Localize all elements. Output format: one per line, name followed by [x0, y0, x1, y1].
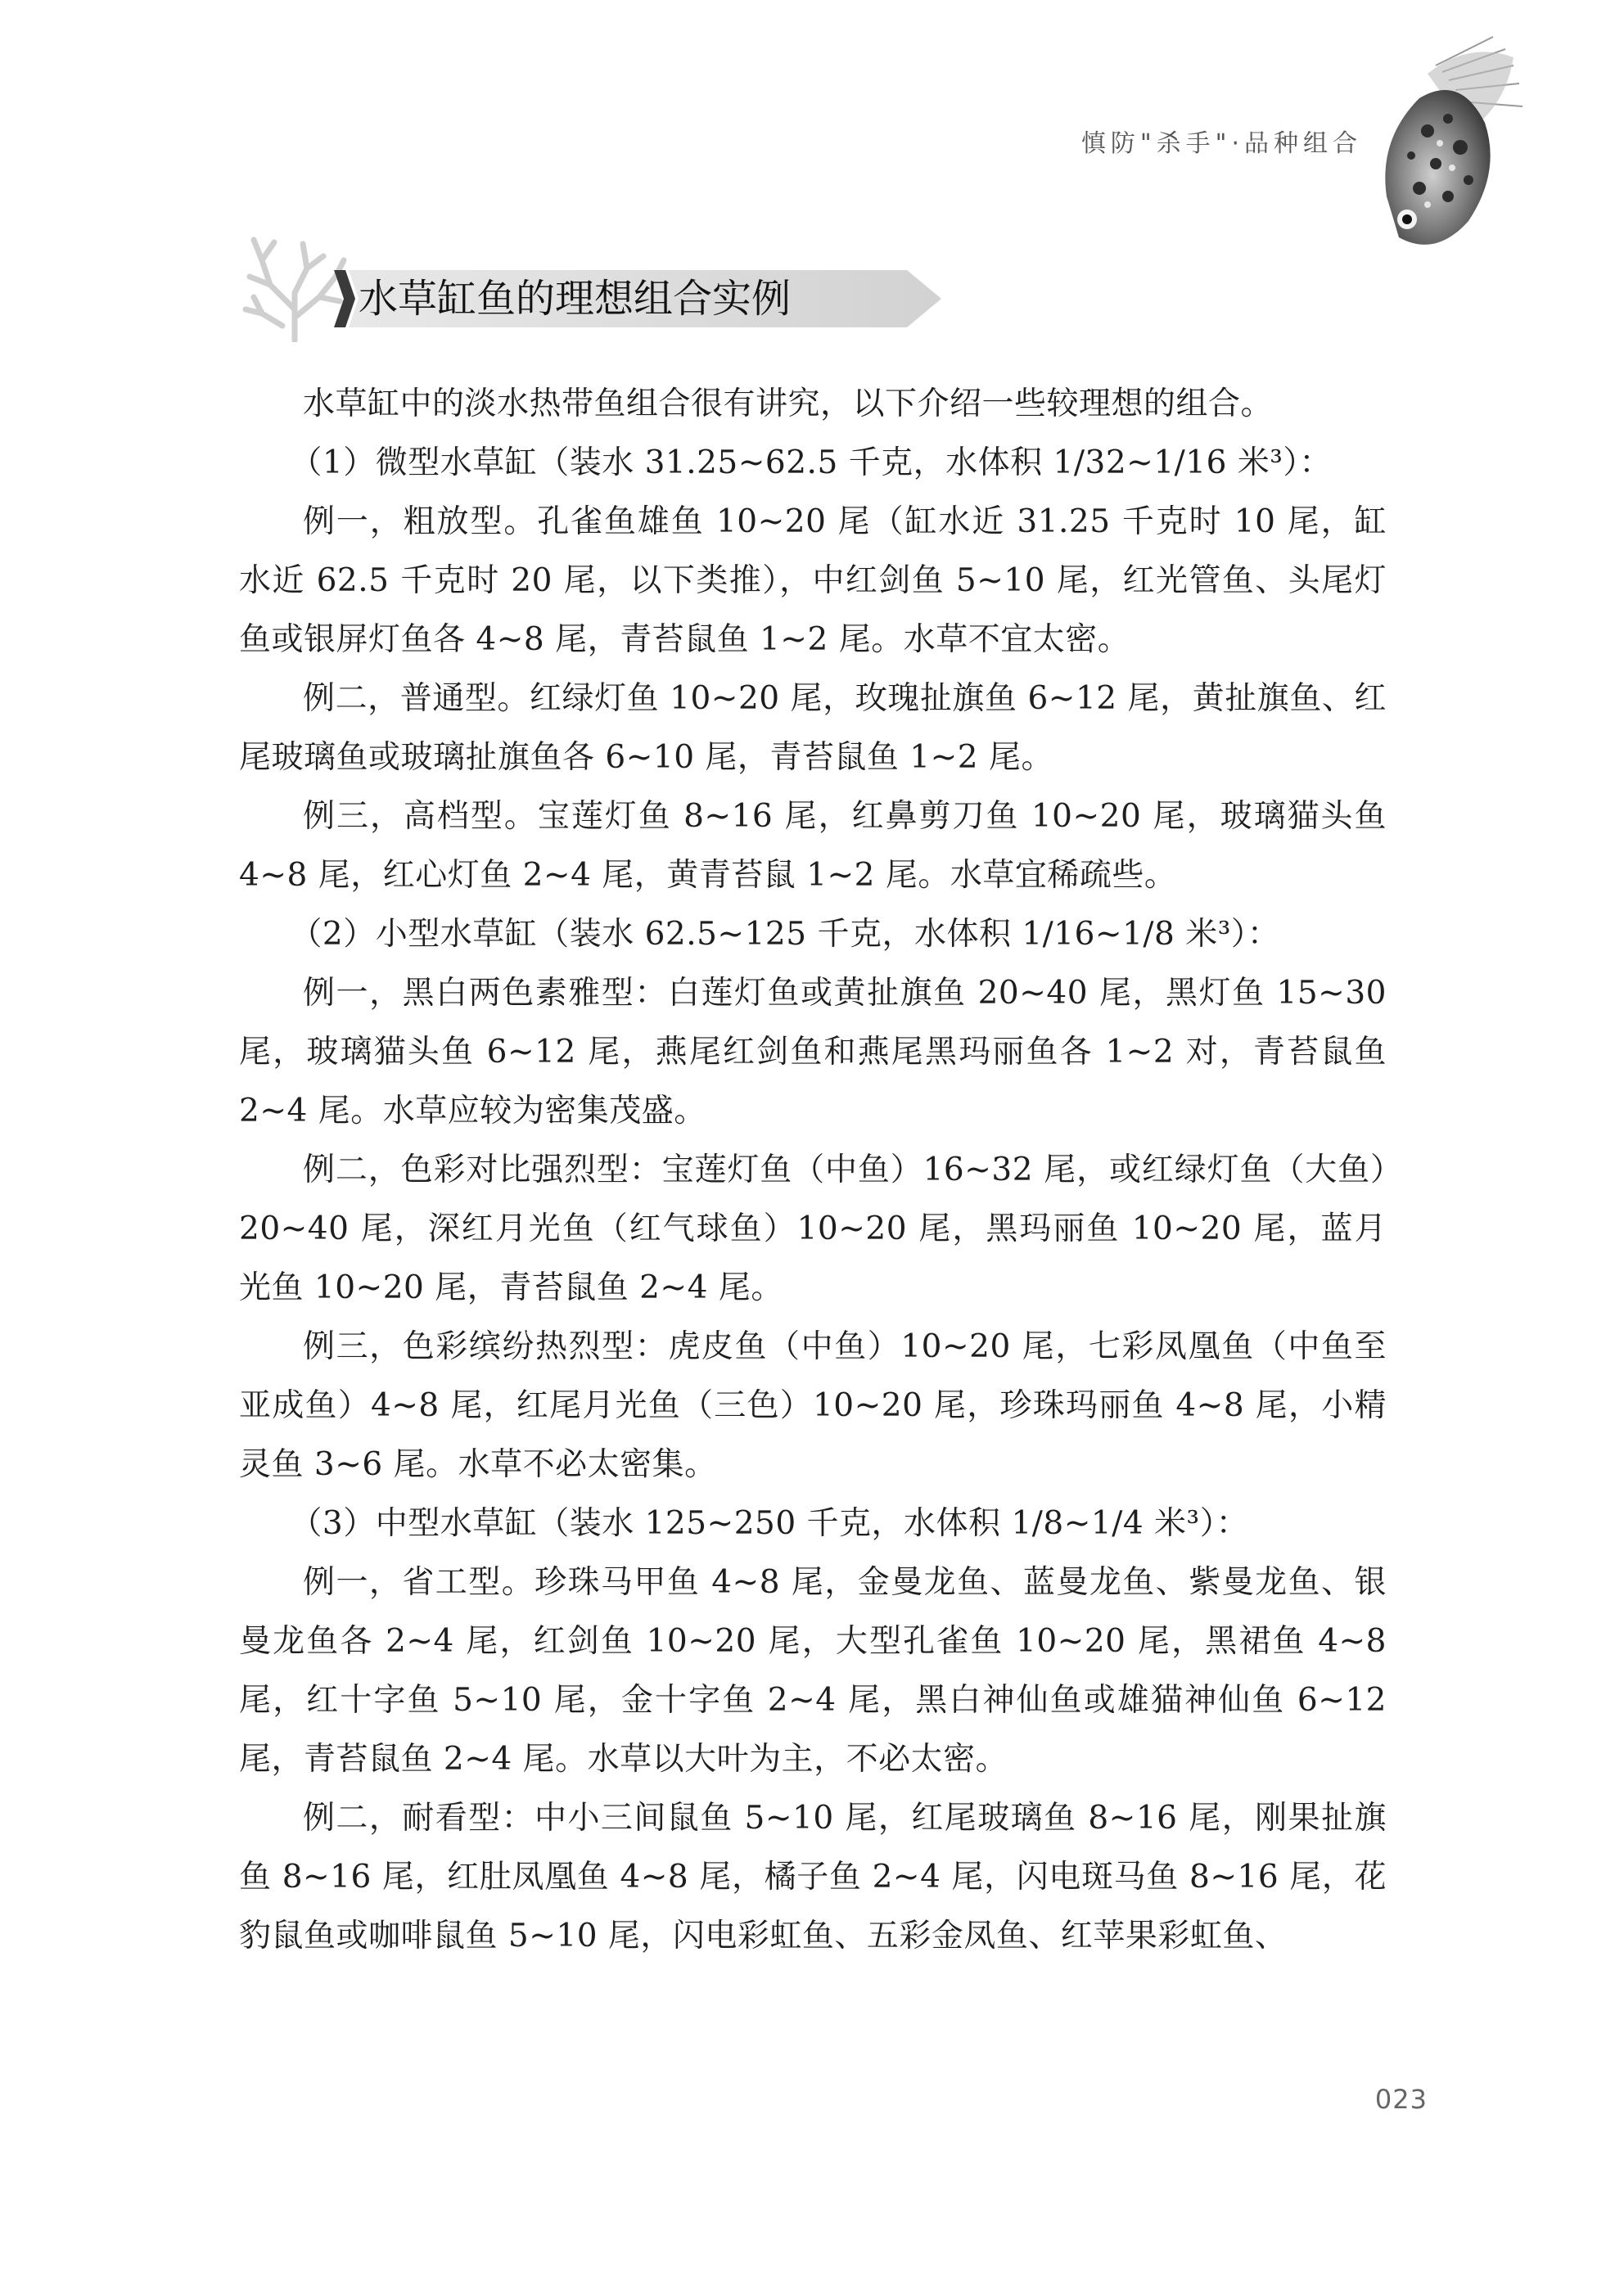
paragraph-small-example-3: 例三，色彩缤纷热烈型：虎皮鱼（中鱼）10~20 尾，七彩凤凰鱼（中鱼至亚成鱼）4~8 尾，红尾月光鱼（三色）10~20 尾，珍珠玛丽鱼 4~8 尾，小精灵鱼 3~6 尾。水草不必太密集。 — [239, 1328, 1387, 1483]
paragraph-medium-tank-heading: （3）中型水草缸（装水 125~250 千克，水体积 1/8~1/4 米³）： — [290, 1505, 1249, 1542]
page-number: 023 — [1374, 2084, 1428, 2115]
running-header-title: 慎防"杀手"·品种组合 — [1080, 129, 1362, 158]
paragraph-medium-example-2: 例二，耐看型：中小三间鼠鱼 5~10 尾，红尾玻璃鱼 8~16 尾，刚果扯旗鱼 8~16 尾，红肚凤凰鱼 4~8 尾，橘子鱼 2~4 尾，闪电斑马鱼 8~16 尾，花豹鼠鱼或咖啡鼠鱼 5~10 尾，闪电彩虹鱼、五彩金凤鱼、红苹果彩虹鱼、 — [239, 1800, 1387, 1954]
paragraph-mini-example-1: 例一，粗放型。孔雀鱼雄鱼 10~20 尾（缸水近 31.25 千克时 10 尾，缸水近 62.5 千克时 20 尾，以下类推），中红剑鱼 5~10 尾，红光管鱼、头尾灯鱼或银屏灯鱼各 4~8 尾，青苔鼠鱼 1~2 尾。水草不宜太密。 — [239, 503, 1387, 658]
body-text — [239, 375, 1387, 1966]
paragraph-small-example-2: 例二，色彩对比强烈型：宝莲灯鱼（中鱼）16~32 尾，或红绿灯鱼（大鱼）20~40 尾，深红月光鱼（红气球鱼）10~20 尾，黑玛丽鱼 10~20 尾，蓝月光鱼 10~20 尾，青苔鼠鱼 2~4 尾。 — [239, 1152, 1387, 1306]
paragraph-small-tank-heading: （2）小型水草缸（装水 62.5~125 千克，水体积 1/16~1/8 米³）： — [290, 916, 1280, 953]
fish-illustration-icon — [1370, 33, 1526, 254]
paragraph-small-example-1: 例一，黑白两色素雅型：白莲灯鱼或黄扯旗鱼 20~40 尾，黑灯鱼 15~30 尾，玻璃猫头鱼 6~12 尾，燕尾红剑鱼和燕尾黑玛丽鱼各 1~2 对，青苔鼠鱼 2~4 尾。水草应较为密集茂盛。 — [239, 975, 1387, 1129]
paragraph-mini-tank-heading: （1）微型水草缸（装水 31.25~62.5 千克，水体积 1/32~1/16 米³）： — [290, 444, 1332, 481]
paragraph-mini-example-3: 例三，高档型。宝莲灯鱼 8~16 尾，红鼻剪刀鱼 10~20 尾，玻璃猫头鱼 4~8 尾，红心灯鱼 2~4 尾，黄青苔鼠 1~2 尾。水草宜稀疏些。 — [239, 798, 1387, 894]
paragraph-mini-example-2: 例二，普通型。红绿灯鱼 10~20 尾，玫瑰扯旗鱼 6~12 尾，黄扯旗鱼、红尾玻璃鱼或玻璃扯旗鱼各 6~10 尾，青苔鼠鱼 1~2 尾。 — [239, 680, 1387, 776]
paragraph-intro: 水草缸中的淡水热带鱼组合很有讲究，以下介绍一些较理想的组合。 — [303, 385, 1274, 422]
paragraph-medium-example-1: 例一，省工型。珍珠马甲鱼 4~8 尾，金曼龙鱼、蓝曼龙鱼、紫曼龙鱼、银曼龙鱼各 2~4 尾，红剑鱼 10~20 尾，大型孔雀鱼 10~20 尾，黑裙鱼 4~8 尾，红十字鱼 5~10 尾，金十字鱼 2~4 尾，黑白神仙鱼或雄猫神仙鱼 6~12 尾，青苔鼠鱼 2~4 尾。水草以大叶为主，不必太密。 — [239, 1564, 1387, 1778]
section-heading — [237, 228, 958, 342]
section-title: 水草缸鱼的理想组合实例 — [359, 276, 792, 322]
